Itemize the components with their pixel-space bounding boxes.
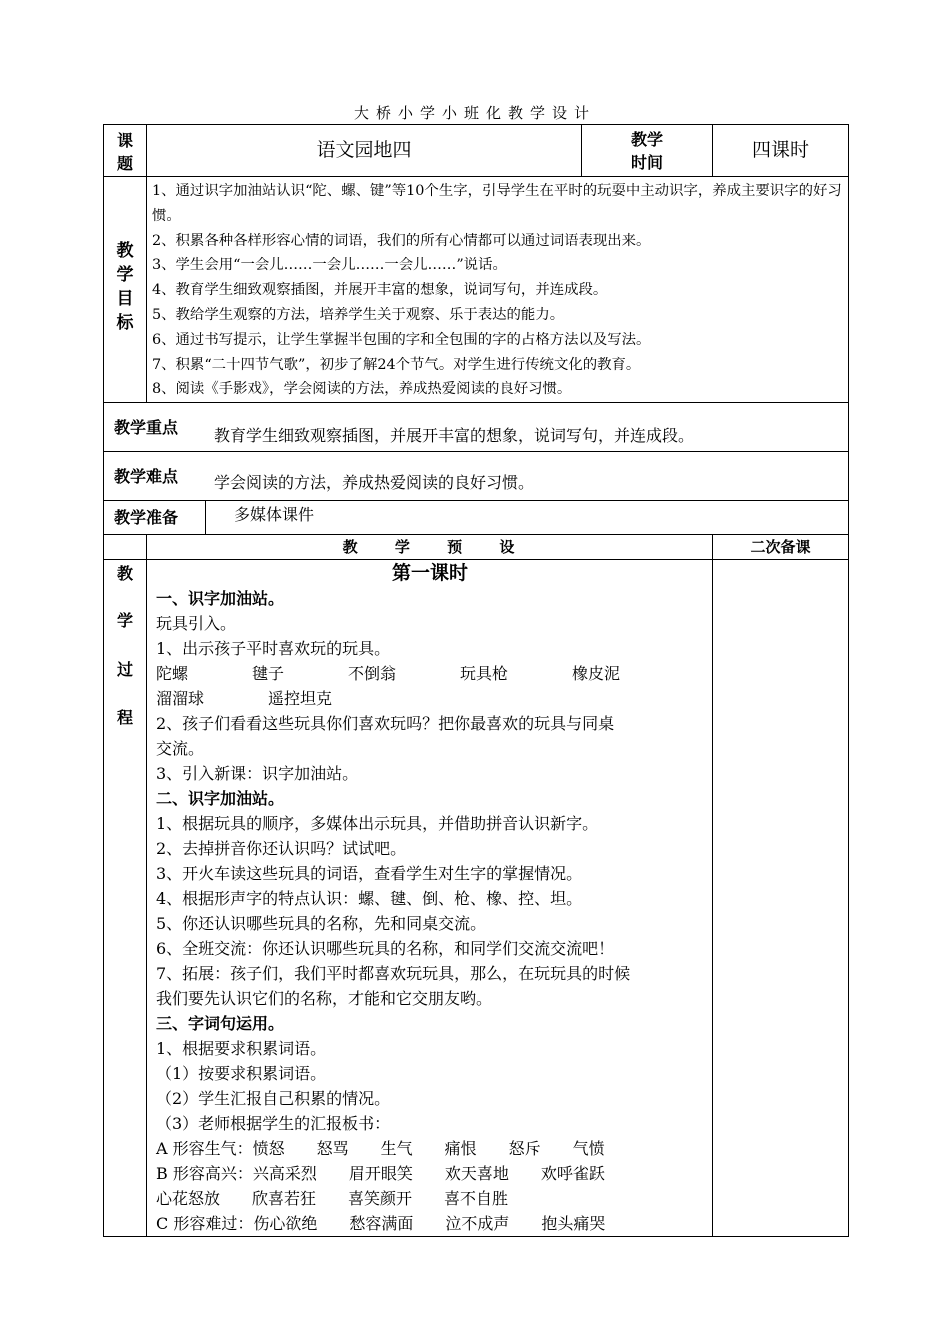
second-prep-content bbox=[713, 560, 849, 1237]
topic-row bbox=[104, 125, 849, 177]
process-line: 3、开火车读这些玩具的词语，查看学生对生字的掌握情况。 bbox=[156, 864, 583, 884]
lesson-title: 第一课时 bbox=[392, 562, 469, 585]
process-line: 交流。 bbox=[156, 739, 205, 759]
preparation-value: 多媒体课件 bbox=[206, 501, 849, 535]
preparation-label: 教学准备 bbox=[104, 501, 206, 535]
section-heading: 一、识字加油站。 bbox=[156, 589, 285, 609]
goal-item: 1、通过识字加油站认识“陀、螺、键”等10个生字，引导学生在平时的玩耍中主动识字，养成主要识字的好习惯。 bbox=[152, 183, 842, 224]
process-line: C 形容难过：伤心欲绝 愁容满面 泣不成声 抱头痛哭 bbox=[156, 1214, 606, 1234]
goals-content bbox=[147, 177, 849, 403]
process-line: 心花怒放 欣喜若狂 喜笑颜开 喜不自胜 bbox=[156, 1189, 509, 1209]
process-line: 6、全班交流：你还认识哪些玩具的名称，和同学们交流交流吧！ bbox=[156, 939, 615, 959]
process-line: 7、拓展：孩子们，我们平时都喜欢玩玩具，那么，在玩玩具的时候 bbox=[156, 964, 631, 984]
process-line: 5、你还认识哪些玩具的名称，先和同桌交流。 bbox=[156, 914, 487, 934]
process-line: 玩具引入。 bbox=[156, 614, 237, 634]
goal-item: 3、学生会用“一会儿……一会儿……一会儿……”说话。 bbox=[152, 257, 507, 274]
goal-item: 6、通过书写提示，让学生掌握半包围的字和全包围的字的占格方法以及写法。 bbox=[152, 331, 651, 348]
process-line: 陀螺 毽子 不倒翁 玩具枪 橡皮泥 bbox=[156, 664, 621, 684]
process-line: 4、根据形声字的特点认识：螺、毽、倒、枪、橡、控、坦。 bbox=[156, 889, 583, 909]
process-line: 我们要先认识它们的名称，才能和它交朋友哟。 bbox=[156, 989, 493, 1009]
process-label: 教 学 过 程 bbox=[104, 560, 147, 1237]
second-prep-heading: 二次备课 bbox=[713, 535, 849, 560]
difficulty-value: 学会阅读的方法，养成热爱阅读的良好习惯。 bbox=[214, 473, 535, 493]
time-label: 教学时间 bbox=[582, 125, 713, 177]
topic-value: 语文园地四 bbox=[147, 125, 582, 177]
process-line: 1、出示孩子平时喜欢玩的玩具。 bbox=[156, 639, 391, 659]
section-heading: 二、识字加油站。 bbox=[156, 789, 285, 809]
section-heading: 三、字词句运用。 bbox=[156, 1014, 285, 1034]
goal-item: 8、阅读《手影戏》，学会阅读的方法，养成热爱阅读的良好习惯。 bbox=[152, 381, 572, 398]
process-line: 1、根据要求积累词语。 bbox=[156, 1039, 327, 1059]
process-line: 1、根据玩具的顺序，多媒体出示玩具，并借助拼音认识新字。 bbox=[156, 814, 599, 834]
process-line: B 形容高兴：兴高采烈 眉开眼笑 欢天喜地 欢呼雀跃 bbox=[156, 1164, 605, 1184]
page-header-title: 大桥小学小班化教学设计 bbox=[353, 104, 596, 122]
process-line: A 形容生气：愤怒 怒骂 生气 痛恨 怒斥 气愤 bbox=[156, 1139, 605, 1159]
key-point-row bbox=[104, 403, 849, 452]
goal-item: 4、教育学生细致观察插图，并展开丰富的想象，说词写句，并连成段。 bbox=[152, 282, 608, 299]
process-row bbox=[104, 560, 849, 1237]
process-heading-row bbox=[104, 535, 849, 560]
process-heading: 教 学 预 设 bbox=[147, 535, 713, 560]
process-line: 2、孩子们看看这些玩具你们喜欢玩吗？把你最喜欢的玩具与同桌 bbox=[156, 714, 615, 734]
preparation-row bbox=[104, 501, 849, 535]
goal-item: 2、积累各种各样形容心情的词语，我们的所有心情都可以通过词语表现出来。 bbox=[152, 232, 651, 249]
process-content bbox=[147, 560, 713, 1237]
goals-row bbox=[104, 177, 849, 403]
time-value: 四课时 bbox=[713, 125, 849, 177]
process-line: （1）按要求积累词语。 bbox=[156, 1064, 327, 1084]
process-line: 溜溜球 遥控坦克 bbox=[156, 689, 333, 709]
topic-label: 课题 bbox=[104, 125, 147, 177]
difficulty-row bbox=[104, 452, 849, 501]
goal-item: 7、积累“二十四节气歌”，初步了解24个节气。对学生进行传统文化的教育。 bbox=[152, 356, 641, 373]
process-line: （2）学生汇报自己积累的情况。 bbox=[156, 1089, 391, 1109]
key-point-label: 教学重点 bbox=[114, 418, 179, 438]
goals-label: 教学目标 bbox=[104, 177, 147, 403]
process-line: 3、引入新课：识字加油站。 bbox=[156, 764, 359, 784]
key-point-value: 教育学生细致观察插图，并展开丰富的想象，说词写句，并连成段。 bbox=[214, 426, 695, 446]
difficulty-label: 教学难点 bbox=[114, 467, 179, 487]
goal-item: 5、教给学生观察的方法，培养学生关于观察、乐于表达的能力。 bbox=[152, 306, 565, 323]
process-line: （3）老师根据学生的汇报板书： bbox=[156, 1114, 391, 1134]
process-line: 2、去掉拼音你还认识吗？试试吧。 bbox=[156, 839, 407, 859]
lesson-plan-table bbox=[103, 124, 849, 1237]
